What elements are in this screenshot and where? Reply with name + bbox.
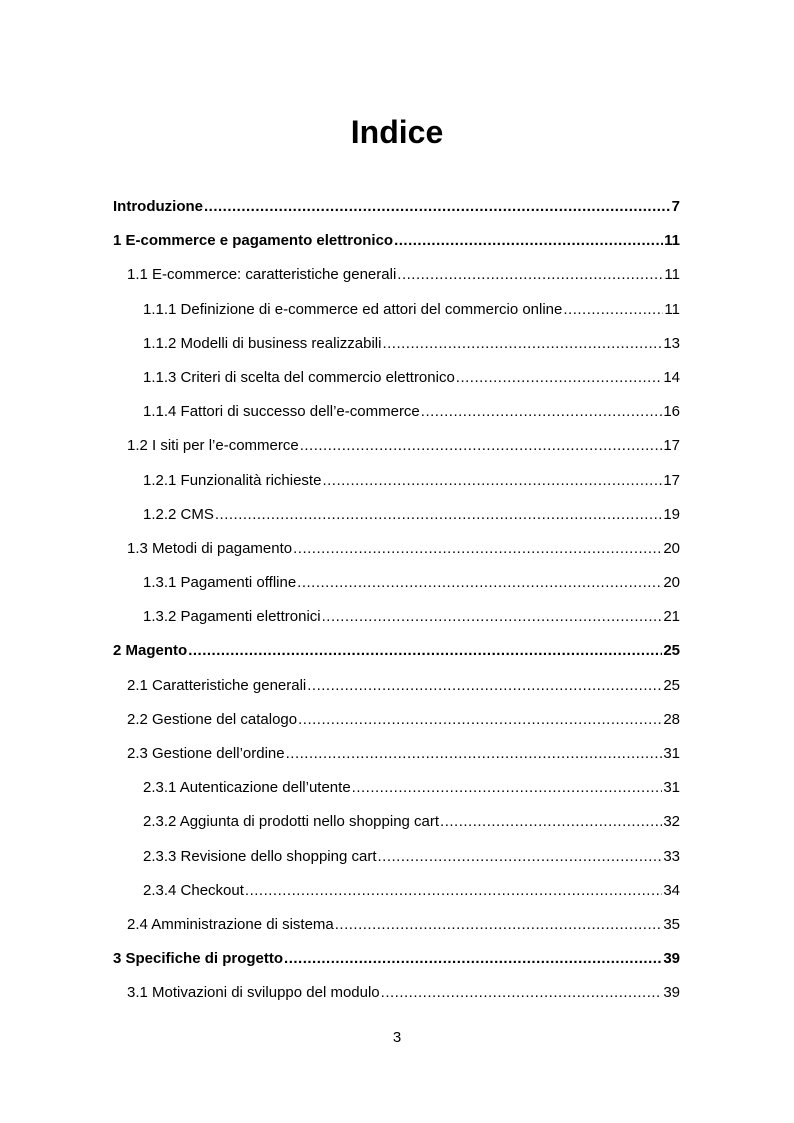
toc-dot-leader <box>245 874 662 908</box>
toc-entry-page: 34 <box>663 881 680 899</box>
toc-entry-page: 11 <box>664 266 680 284</box>
toc-dot-leader <box>293 532 662 566</box>
table-of-contents <box>113 190 680 1011</box>
toc-entry[interactable] <box>113 224 680 258</box>
toc-entry[interactable] <box>113 293 680 327</box>
toc-entry-page: 14 <box>663 368 680 386</box>
toc-entry-label: 2.3.2 Aggiunta di prodotti nello shopping cart <box>143 813 440 831</box>
toc-entry[interactable] <box>113 566 680 600</box>
toc-entry-label: 1.1.1 Definizione di e-commerce ed attori del commercio online <box>143 300 563 318</box>
toc-dot-leader <box>335 908 663 942</box>
toc-entry-label: 2.3.4 Checkout <box>143 881 244 899</box>
toc-dot-leader <box>284 942 662 976</box>
toc-entry-page: 32 <box>663 813 680 831</box>
toc-entry-page: 28 <box>663 710 680 728</box>
toc-entry-label: 2.4 Amministrazione di sistema <box>127 915 334 933</box>
toc-entry-page: 7 <box>671 198 680 215</box>
toc-dot-leader <box>377 840 662 874</box>
toc-entry[interactable] <box>113 498 680 532</box>
toc-entry[interactable] <box>113 327 680 361</box>
toc-entry-page: 11 <box>664 232 680 250</box>
toc-entry-label: 1.2.2 CMS <box>143 505 214 523</box>
toc-entry[interactable] <box>113 429 680 463</box>
toc-entry-label: 3.1 Motivazioni di sviluppo del modulo <box>127 984 380 1002</box>
toc-dot-leader <box>397 258 663 292</box>
toc-entry-label: Introduzione <box>113 198 203 215</box>
toc-dot-leader <box>298 703 662 737</box>
toc-dot-leader <box>322 600 663 634</box>
toc-entry-page: 39 <box>663 950 680 968</box>
toc-entry-label: 1.1.2 Modelli di business realizzabili <box>143 334 382 352</box>
toc-dot-leader <box>440 805 662 839</box>
toc-dot-leader <box>307 669 662 703</box>
toc-entry-label: 1.3.2 Pagamenti elettronici <box>143 608 321 626</box>
toc-entry-label: 1.1.3 Criteri di scelta del commercio elettronico <box>143 368 455 386</box>
toc-entry-page: 25 <box>663 642 680 660</box>
toc-entry[interactable] <box>113 771 680 805</box>
toc-dot-leader <box>421 395 663 429</box>
toc-entry[interactable] <box>113 840 680 874</box>
toc-dot-leader <box>204 190 671 224</box>
toc-entry-page: 31 <box>663 779 680 797</box>
toc-entry[interactable] <box>113 874 680 908</box>
toc-entry-page: 39 <box>663 984 680 1002</box>
toc-entry-label: 2.3.3 Revisione dello shopping cart <box>143 847 377 865</box>
toc-dot-leader <box>456 361 663 395</box>
toc-entry-page: 20 <box>663 574 680 592</box>
toc-entry-page: 31 <box>663 745 680 762</box>
toc-entry-page: 16 <box>663 403 680 421</box>
toc-entry[interactable] <box>113 908 680 942</box>
toc-entry[interactable] <box>113 634 680 668</box>
toc-entry[interactable] <box>113 600 680 634</box>
toc-entry[interactable] <box>113 532 680 566</box>
toc-entry-label: 2.2 Gestione del catalogo <box>127 710 298 728</box>
toc-entry-label: 1.2.1 Funzionalità richieste <box>143 471 322 489</box>
toc-entry[interactable] <box>113 942 680 976</box>
toc-dot-leader <box>394 224 663 258</box>
toc-entry-label: 1.2 I siti per l’e-commerce <box>127 437 299 455</box>
toc-entry-label: 1 E-commerce e pagamento elettronico <box>113 232 394 250</box>
toc-entry-page: 25 <box>663 676 680 694</box>
toc-entry-label: 2.1 Caratteristiche generali <box>127 676 307 694</box>
page-number: 3 <box>392 1029 402 1046</box>
toc-entry-page: 17 <box>663 471 680 489</box>
page-title: Indice <box>350 114 444 150</box>
toc-entry[interactable] <box>113 805 680 839</box>
toc-entry[interactable] <box>113 976 680 1010</box>
toc-entry-label: 2.3.1 Autenticazione dell’utente <box>143 779 351 797</box>
toc-dot-leader <box>215 498 662 532</box>
toc-entry[interactable] <box>113 703 680 737</box>
toc-entry-page: 21 <box>663 608 680 626</box>
toc-entry-label: 1.3 Metodi di pagamento <box>127 539 293 557</box>
toc-entry[interactable] <box>113 258 680 292</box>
toc-dot-leader <box>300 429 663 463</box>
toc-entry-page: 35 <box>663 915 680 933</box>
toc-dot-leader <box>352 771 663 805</box>
toc-dot-leader <box>188 634 662 668</box>
toc-entry[interactable] <box>113 395 680 429</box>
toc-dot-leader <box>297 566 662 600</box>
toc-entry[interactable] <box>113 669 680 703</box>
toc-entry[interactable] <box>113 361 680 395</box>
toc-dot-leader <box>322 464 662 498</box>
toc-entry-label: 2 Magento <box>113 642 188 660</box>
toc-entry-label: 1.3.1 Pagamenti offline <box>143 574 297 592</box>
toc-entry[interactable] <box>113 737 680 771</box>
toc-dot-leader <box>382 327 662 361</box>
toc-entry-page: 13 <box>663 334 680 352</box>
toc-entry-label: 3 Specifiche di progetto <box>113 950 284 968</box>
toc-entry-page: 17 <box>663 437 680 455</box>
toc-dot-leader <box>381 976 663 1010</box>
toc-entry-label: 1.1 E-commerce: caratteristiche generali <box>127 266 397 284</box>
toc-dot-leader <box>286 737 663 771</box>
toc-entry-label: 2.3 Gestione dell’ordine <box>127 745 285 762</box>
toc-dot-leader <box>563 293 663 327</box>
toc-entry-label: 1.1.4 Fattori di successo dell’e-commerce <box>143 403 420 421</box>
toc-entry-page: 19 <box>663 505 680 523</box>
toc-entry[interactable] <box>113 464 680 498</box>
toc-entry-page: 11 <box>664 300 680 318</box>
toc-entry-page: 20 <box>663 539 680 557</box>
toc-entry-page: 33 <box>663 847 680 865</box>
toc-entry[interactable] <box>113 190 680 224</box>
